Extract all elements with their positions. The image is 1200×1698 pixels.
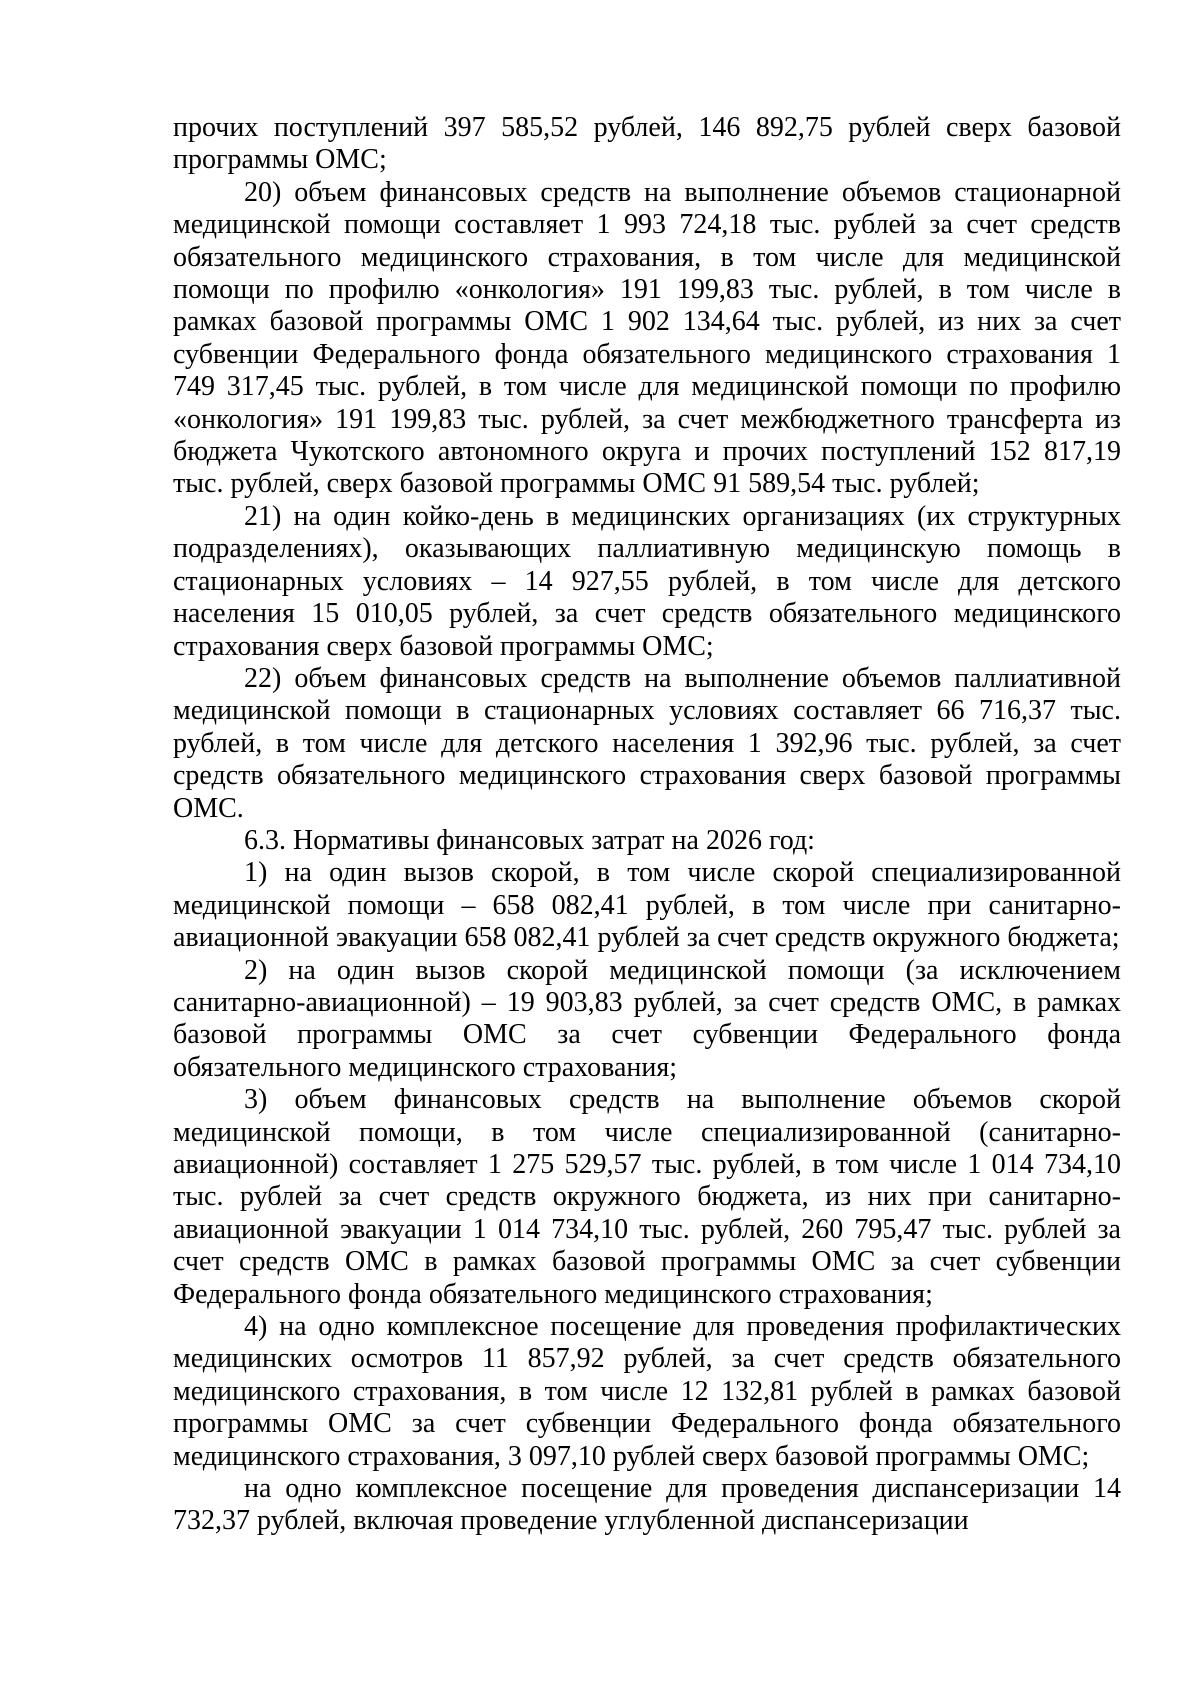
paragraph-item-2: 2) на один вызов скорой медицинской помощи (за исключением санитарно-авиационной) – 19 903,83 рублей, за счет средств ОМС, в рамках базовой программы ОМС за счет субвенции Федерального фонда обязательного медицинского страхования; [173,954,1121,1083]
document-body [173,112,1121,1538]
section-heading-6-3: 6.3. Нормативы финансовых затрат на 2026 год: [244,824,815,856]
paragraph-item-4: 4) на одно комплексное посещение для проведения профилактических медицинских осмотров 11 857,92 рублей, за счет средств обязательного медицинского страхования, в том числе 12 132,81 рублей в рамках базовой программы ОМС за счет субвенции Федерального фонда обязательного медицинского страхования, 3 097,10 рублей сверх базовой программы ОМС; [173,1311,1121,1472]
paragraph-item-21: 21) на один койко-день в медицинских организациях (их структурных подразделениях), оказывающих паллиативную медицинскую помощь в стационарных условиях – 14 927,55 рублей, в том числе для детского населения 15 010,05 рублей, за счет средств обязательного медицинского страхования сверх базовой программы ОМС; [173,500,1121,662]
paragraph-item-1: 1) на один вызов скорой, в том числе скорой специализированной медицинской помощи – 658 082,41 рублей, в том числе при санитарно-авиационной эвакуации 658 082,41 рублей за счет средств окружного бюджета; [173,857,1121,954]
paragraph-item-20: 20) объем финансовых средств на выполнение объемов стационарной медицинской помощи составляет 1 993 724,18 тыс. рублей за счет средств обязательного медицинского страхования, в том числе для медицинской помощи по профилю «онкология» 191 199,83 тыс. рублей, в том числе в рамках базовой программы ОМС 1 902 134,64 тыс. рублей, из них за счет субвенции Федерального фонда обязательного медицинского страхования 1 749 317,45 тыс. рублей, в том числе для медицинской помощи по профилю «онкология» 191 199,83 тыс. рублей, за счет межбюджетного трансферта из бюджета Чукотского автономного округа и прочих поступлений 152 817,19 тыс. рублей, сверх базовой программы ОМС 91 589,54 тыс. рублей; [173,176,1121,500]
paragraph-continuation: прочих поступлений 397 585,52 рублей, 146 892,75 рублей сверх базовой программы ОМС; [173,112,1121,176]
paragraph-item-22: 22) объем финансовых средств на выполнение объемов паллиативной медицинской помощи в стационарных условиях составляет 66 716,37 тыс. рублей, в том числе для детского населения 1 392,96 тыс. рублей, за счет средств обязательного медицинского страхования сверх базовой программы ОМС. [173,662,1121,824]
paragraph-item-4-continued: на одно комплексное посещение для проведения диспансеризации 14 732,37 рублей, включая проведение углубленной диспансеризации [173,1473,1121,1537]
paragraph-item-3: 3) объем финансовых средств на выполнение объемов скорой медицинской помощи, в том числе специализированной (санитарно-авиационной) составляет 1 275 529,57 тыс. рублей, в том числе 1 014 734,10 тыс. рублей за счет средств окружного бюджета, из них при санитарно-авиационной эвакуации 1 014 734,10 тыс. рублей, 260 795,47 тыс. рублей за счет средств ОМС в рамках базовой программы ОМС за счет субвенции Федерального фонда обязательного медицинского страхования; [173,1084,1121,1310]
